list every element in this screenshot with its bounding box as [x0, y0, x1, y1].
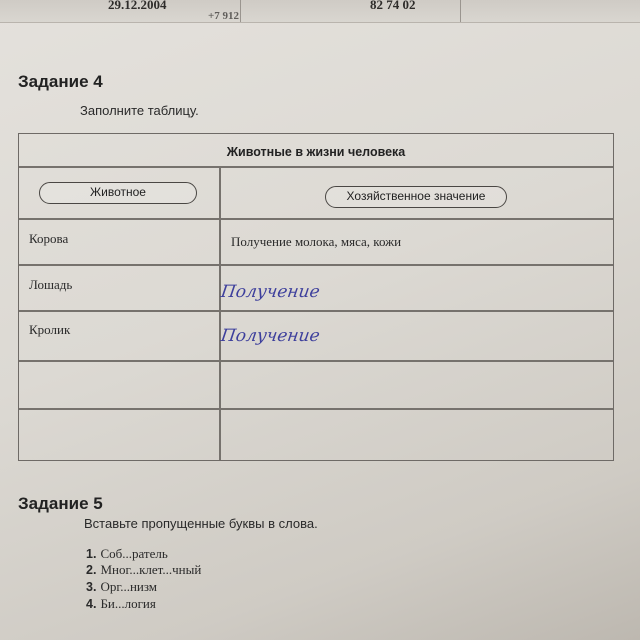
list-word: Би...логия [100, 596, 156, 611]
table-rule [19, 360, 613, 362]
row-animal: Кролик [29, 322, 71, 337]
table-column-divider [219, 167, 221, 460]
table-rule [19, 408, 613, 410]
strip-divider [240, 0, 241, 22]
task5-title: Задание 5 [18, 494, 103, 513]
table-title: Животные в жизни человека [226, 145, 406, 159]
list-item [86, 596, 156, 612]
task4-instruction: Заполните таблицу. [80, 103, 199, 118]
list-item [86, 546, 168, 562]
list-word: Мног...клет...чный [100, 562, 202, 577]
list-word: Орг...низм [100, 579, 158, 594]
strip-phone-b: +7 912 [208, 10, 240, 22]
list-number: 2. [86, 563, 97, 577]
strip-date: 29.12.2004 [108, 0, 167, 12]
list-item [86, 562, 201, 578]
previous-page-strip [0, 0, 640, 23]
row-animal: Корова [29, 231, 69, 246]
task5-instruction: Вставьте пропущенные буквы в слова. [84, 516, 318, 531]
row-value-handwritten: Получение [219, 282, 321, 302]
list-number: 3. [86, 580, 97, 594]
animals-table [18, 133, 614, 461]
strip-divider [460, 0, 461, 22]
col-header-animal: Животное [39, 182, 197, 204]
row-animal: Лошадь [29, 277, 73, 292]
list-number: 4. [86, 597, 97, 611]
col-header-value: Хозяйственное значение [325, 186, 507, 208]
task4-title: Задание 4 [18, 72, 103, 91]
row-value: Получение молока, мяса, кожи [231, 234, 402, 249]
row-value-handwritten: Получение [219, 326, 321, 346]
table-rule [19, 218, 613, 220]
list-word: Соб...ратель [100, 546, 168, 561]
list-item [86, 579, 157, 595]
table-rule [19, 310, 613, 312]
table-rule [19, 264, 613, 266]
table-rule [19, 166, 613, 168]
strip-phone-a: 82 74 02 [370, 0, 416, 12]
list-number: 1. [86, 547, 97, 561]
